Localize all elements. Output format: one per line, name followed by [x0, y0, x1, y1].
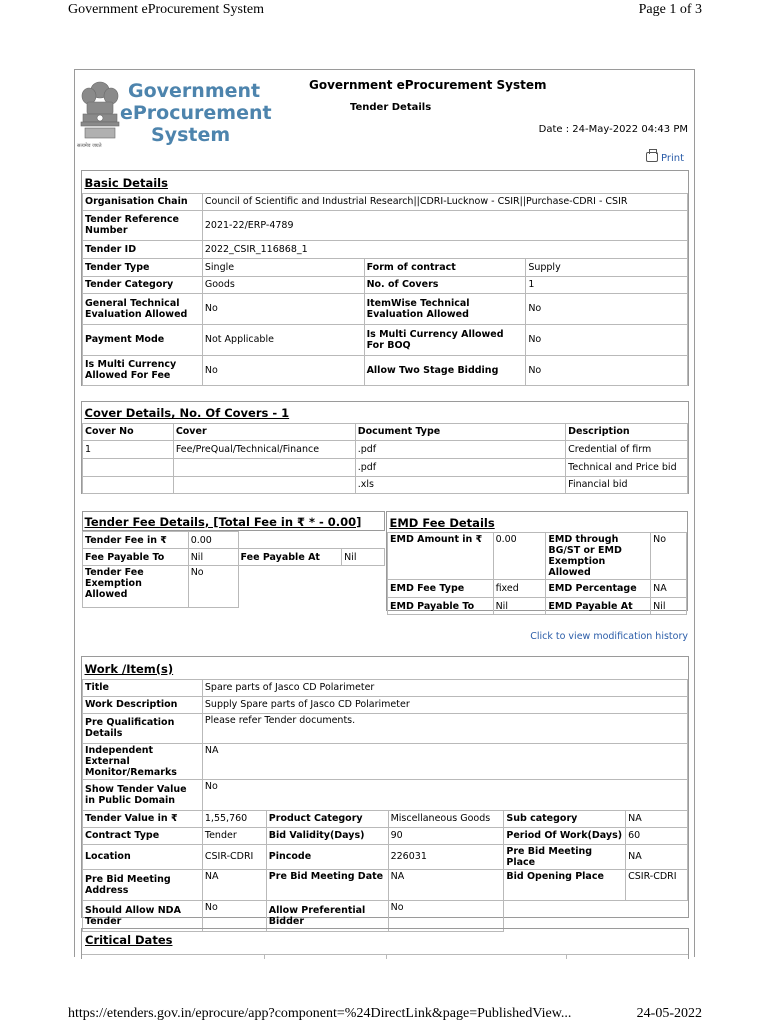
value-tender-fee: 0.00 [188, 532, 238, 549]
label-pre-bid-place: Pre Bid Meeting Place [504, 844, 626, 869]
cover-cell [83, 476, 174, 493]
cover-header-doctype: Document Type [355, 423, 565, 440]
pdf-footer-url: https://etenders.gov.in/eprocure/app?component=%24DirectLink&page=PublishedView... [68, 1006, 572, 1021]
cover-cell: 1 [83, 440, 174, 458]
emd-fee-table [387, 512, 687, 615]
printer-icon [646, 152, 658, 162]
value-fee-payable-at: Nil [342, 549, 385, 566]
section-title-cover: Cover Details, No. Of Covers - 1 [84, 406, 290, 421]
value-tender-value: 1,55,760 [202, 810, 266, 827]
label-iem: Independent External Monitor/Remarks [83, 743, 203, 779]
empty-cell [238, 532, 342, 549]
value-iem: NA [202, 743, 687, 779]
value-sub-category: NA [626, 810, 688, 827]
value-location: CSIR-CDRI [202, 844, 266, 869]
value-multi-currency-boq: No [526, 324, 688, 355]
value-show-tender-value: No [202, 779, 687, 810]
section-title-critical: Critical Dates [85, 933, 173, 947]
national-emblem-icon [77, 76, 123, 146]
label-tender-type: Tender Type [83, 258, 203, 276]
cover-cell: .pdf [355, 458, 565, 476]
cover-cell: Financial bid [566, 476, 688, 493]
cover-cell: Technical and Price bid [566, 458, 688, 476]
value-bid-validity: 90 [388, 827, 504, 844]
label-emd-amount: EMD Amount in ₹ [388, 533, 494, 580]
label-two-stage-bidding: Allow Two Stage Bidding [364, 355, 526, 385]
value-pre-bid-address: NA [202, 869, 266, 900]
modification-history-link[interactable]: Click to view modification history [530, 631, 688, 642]
gepnic-logo [75, 74, 275, 154]
page-title: Government eProcurement System [309, 78, 547, 92]
logo-text-line2: eProcurement [120, 102, 272, 124]
cover-header-cover: Cover [173, 423, 355, 440]
cover-header-desc: Description [566, 423, 688, 440]
label-general-tech-eval: General Technical Evaluation Allowed [83, 293, 203, 324]
value-pre-bid-date: NA [388, 869, 504, 900]
value-emd-payable-to: Nil [493, 598, 546, 615]
label-product-category: Product Category [266, 810, 388, 827]
label-payment-mode: Payment Mode [83, 324, 203, 355]
empty-cell [238, 566, 342, 608]
table-row [83, 440, 688, 458]
pdf-footer-date: 24-05-2022 [636, 1006, 702, 1021]
cover-header-no: Cover No [83, 423, 174, 440]
value-multi-currency-fee: No [202, 355, 364, 385]
label-pre-qualification: Pre Qualification Details [83, 713, 203, 743]
label-bid-opening-place: Bid Opening Place [504, 869, 626, 900]
value-tender-type: Single [202, 258, 364, 276]
cover-cell: Fee/PreQual/Technical/Finance [173, 440, 355, 458]
label-work-title: Title [83, 679, 203, 696]
label-tender-value: Tender Value in ₹ [83, 810, 203, 827]
value-pre-qualification: Please refer Tender documents. [202, 713, 687, 743]
label-allow-nda: Should Allow NDA Tender [83, 900, 203, 931]
label-emd-fee-type: EMD Fee Type [388, 580, 494, 598]
label-tender-id: Tender ID [83, 240, 203, 258]
label-tender-ref: Tender Reference Number [83, 210, 203, 240]
table-row [83, 458, 688, 476]
section-title-basic: Basic Details [84, 175, 168, 190]
value-emd-amount: 0.00 [493, 533, 546, 580]
empty-cell [626, 900, 688, 931]
label-tender-fee: Tender Fee in ₹ [83, 532, 189, 549]
label-show-tender-value: Show Tender Value in Public Domain [83, 779, 203, 810]
label-pincode: Pincode [266, 844, 388, 869]
value-emd-fee-type: fixed [493, 580, 546, 598]
cover-cell: .xls [355, 476, 565, 493]
value-emd-percentage: NA [651, 580, 687, 598]
value-period-of-work: 60 [626, 827, 688, 844]
cover-cell: .pdf [355, 440, 565, 458]
value-pre-bid-place: NA [626, 844, 688, 869]
value-fee-exemption: No [188, 566, 238, 608]
pdf-page-number: Page 1 of 3 [638, 2, 702, 17]
pdf-header [68, 2, 702, 20]
value-bid-opening-place: CSIR-CDRI [626, 869, 688, 900]
value-pincode: 226031 [388, 844, 504, 869]
label-bid-validity: Bid Validity(Days) [266, 827, 388, 844]
cover-cell: Credential of firm [566, 440, 688, 458]
cover-details-table [82, 402, 688, 494]
label-itemwise-tech-eval: ItemWise Technical Evaluation Allowed [364, 293, 526, 324]
label-preferential-bidder: Allow Preferential Bidder [266, 900, 388, 931]
value-organisation: Council of Scientific and Industrial Research||CDRI-Lucknow - CSIR||Purchase-CDRI - CSIR [202, 193, 687, 210]
section-title-emd: EMD Fee Details [389, 516, 495, 530]
label-pre-bid-address: Pre Bid Meeting Address [83, 869, 203, 900]
label-emd-payable-at: EMD Payable At [546, 598, 651, 615]
label-work-description: Work Description [83, 696, 203, 713]
value-no-covers: 1 [526, 276, 688, 293]
basic-details-table [82, 171, 688, 386]
label-sub-category: Sub category [504, 810, 626, 827]
empty-cell [504, 900, 626, 931]
pdf-header-title: Government eProcurement System [68, 2, 264, 17]
section-title-work: Work /Item(s) [84, 661, 174, 676]
critical-dates-row-line [82, 954, 688, 958]
label-no-covers: No. of Covers [364, 276, 526, 293]
value-work-title: Spare parts of Jasco CD Polarimeter [202, 679, 687, 696]
value-work-description: Supply Spare parts of Jasco CD Polarimeter [202, 696, 687, 713]
value-itemwise-tech-eval: No [526, 293, 688, 324]
value-tender-id: 2022_CSIR_116868_1 [202, 240, 687, 258]
value-general-tech-eval: No [202, 293, 364, 324]
tender-document [74, 69, 695, 957]
label-organisation: Organisation Chain [83, 193, 203, 210]
label-form-contract: Form of contract [364, 258, 526, 276]
label-fee-payable-to: Fee Payable To [83, 549, 189, 566]
label-emd-through: EMD through BG/ST or EMD Exemption Allowed [546, 533, 651, 580]
value-form-contract: Supply [526, 258, 688, 276]
tender-fee-table [82, 511, 385, 608]
section-title-tender-fee: Tender Fee Details, [Total Fee in ₹ * - 0.00] [84, 515, 362, 529]
print-link[interactable] [646, 152, 684, 164]
report-date: Date : 24-May-2022 04:43 PM [538, 124, 688, 135]
empty-cell [342, 566, 385, 608]
work-items-table [82, 657, 688, 932]
value-product-category: Miscellaneous Goods [388, 810, 504, 827]
value-emd-through: No [651, 533, 687, 580]
value-contract-type: Tender [202, 827, 266, 844]
cover-cell [83, 458, 174, 476]
label-tender-category: Tender Category [83, 276, 203, 293]
value-emd-payable-at: Nil [651, 598, 687, 615]
value-tender-category: Goods [202, 276, 364, 293]
label-multi-currency-boq: Is Multi Currency Allowed For BOQ [364, 324, 526, 355]
label-emd-payable-to: EMD Payable To [388, 598, 494, 615]
label-fee-exemption: Tender Fee Exemption Allowed [83, 566, 189, 608]
empty-cell [342, 532, 385, 549]
label-pre-bid-date: Pre Bid Meeting Date [266, 869, 388, 900]
label-fee-payable-at: Fee Payable At [238, 549, 342, 566]
label-emd-percentage: EMD Percentage [546, 580, 651, 598]
label-location: Location [83, 844, 203, 869]
page-subtitle: Tender Details [350, 102, 432, 113]
cover-cell [173, 476, 355, 493]
label-period-of-work: Period Of Work(Days) [504, 827, 626, 844]
table-row [83, 476, 688, 493]
value-two-stage-bidding: No [526, 355, 688, 385]
label-contract-type: Contract Type [83, 827, 203, 844]
logo-text-line1: Government [128, 80, 261, 102]
cover-cell [173, 458, 355, 476]
value-fee-payable-to: Nil [188, 549, 238, 566]
label-multi-currency-fee: Is Multi Currency Allowed For Fee [83, 355, 203, 385]
pdf-footer [68, 1006, 702, 1024]
print-label: Print [660, 153, 684, 164]
emblem-motto: सत्यमेव जयते [77, 143, 102, 149]
value-allow-nda: No [202, 900, 266, 931]
value-tender-ref: 2021-22/ERP-4789 [202, 210, 687, 240]
logo-text-line3: System [151, 124, 231, 146]
value-payment-mode: Not Applicable [202, 324, 364, 355]
value-preferential-bidder: No [388, 900, 504, 931]
